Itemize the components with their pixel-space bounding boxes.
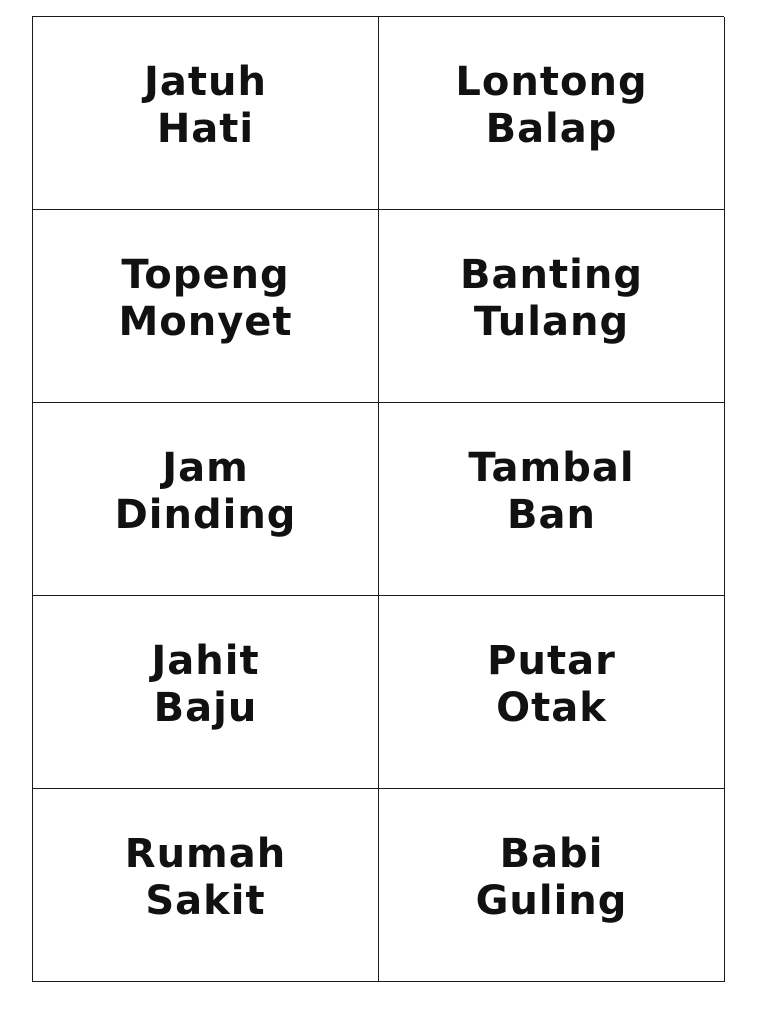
card-line-1: Jatuh xyxy=(144,59,267,105)
card-text xyxy=(151,638,259,732)
card-line-1: Lontong xyxy=(455,59,648,105)
word-card xyxy=(33,403,379,596)
card-line-1: Tambal xyxy=(468,445,635,491)
word-card xyxy=(33,17,379,210)
card-line-2: Guling xyxy=(475,878,628,924)
card-text xyxy=(468,445,634,539)
card-text xyxy=(115,445,297,539)
card-text xyxy=(125,831,286,925)
card-text xyxy=(455,59,647,153)
word-card xyxy=(379,17,725,210)
word-card-grid xyxy=(32,16,724,982)
card-line-1: Topeng xyxy=(121,252,290,298)
card-line-1: Jahit xyxy=(151,638,260,684)
card-line-2: Hati xyxy=(156,106,255,152)
card-text xyxy=(460,252,643,346)
card-line-1: Babi xyxy=(499,831,604,877)
card-text xyxy=(144,59,267,153)
card-line-1: Rumah xyxy=(124,831,287,877)
card-line-2: Otak xyxy=(496,685,607,731)
word-card xyxy=(379,210,725,403)
word-card xyxy=(379,596,725,789)
card-line-2: Tulang xyxy=(473,299,630,345)
card-text xyxy=(118,252,292,346)
word-card xyxy=(379,789,725,982)
word-card xyxy=(379,403,725,596)
card-line-2: Sakit xyxy=(145,878,266,924)
card-line-2: Dinding xyxy=(114,492,297,538)
word-card xyxy=(33,210,379,403)
card-text xyxy=(476,831,628,925)
card-line-2: Balap xyxy=(485,106,618,152)
word-card xyxy=(33,596,379,789)
card-line-1: Banting xyxy=(460,252,643,298)
card-line-2: Monyet xyxy=(118,299,293,345)
card-line-1: Jam xyxy=(162,445,249,491)
word-card xyxy=(33,789,379,982)
card-line-1: Putar xyxy=(487,638,616,684)
card-text xyxy=(487,638,616,732)
card-line-2: Ban xyxy=(507,492,596,538)
card-line-2: Baju xyxy=(153,685,258,731)
